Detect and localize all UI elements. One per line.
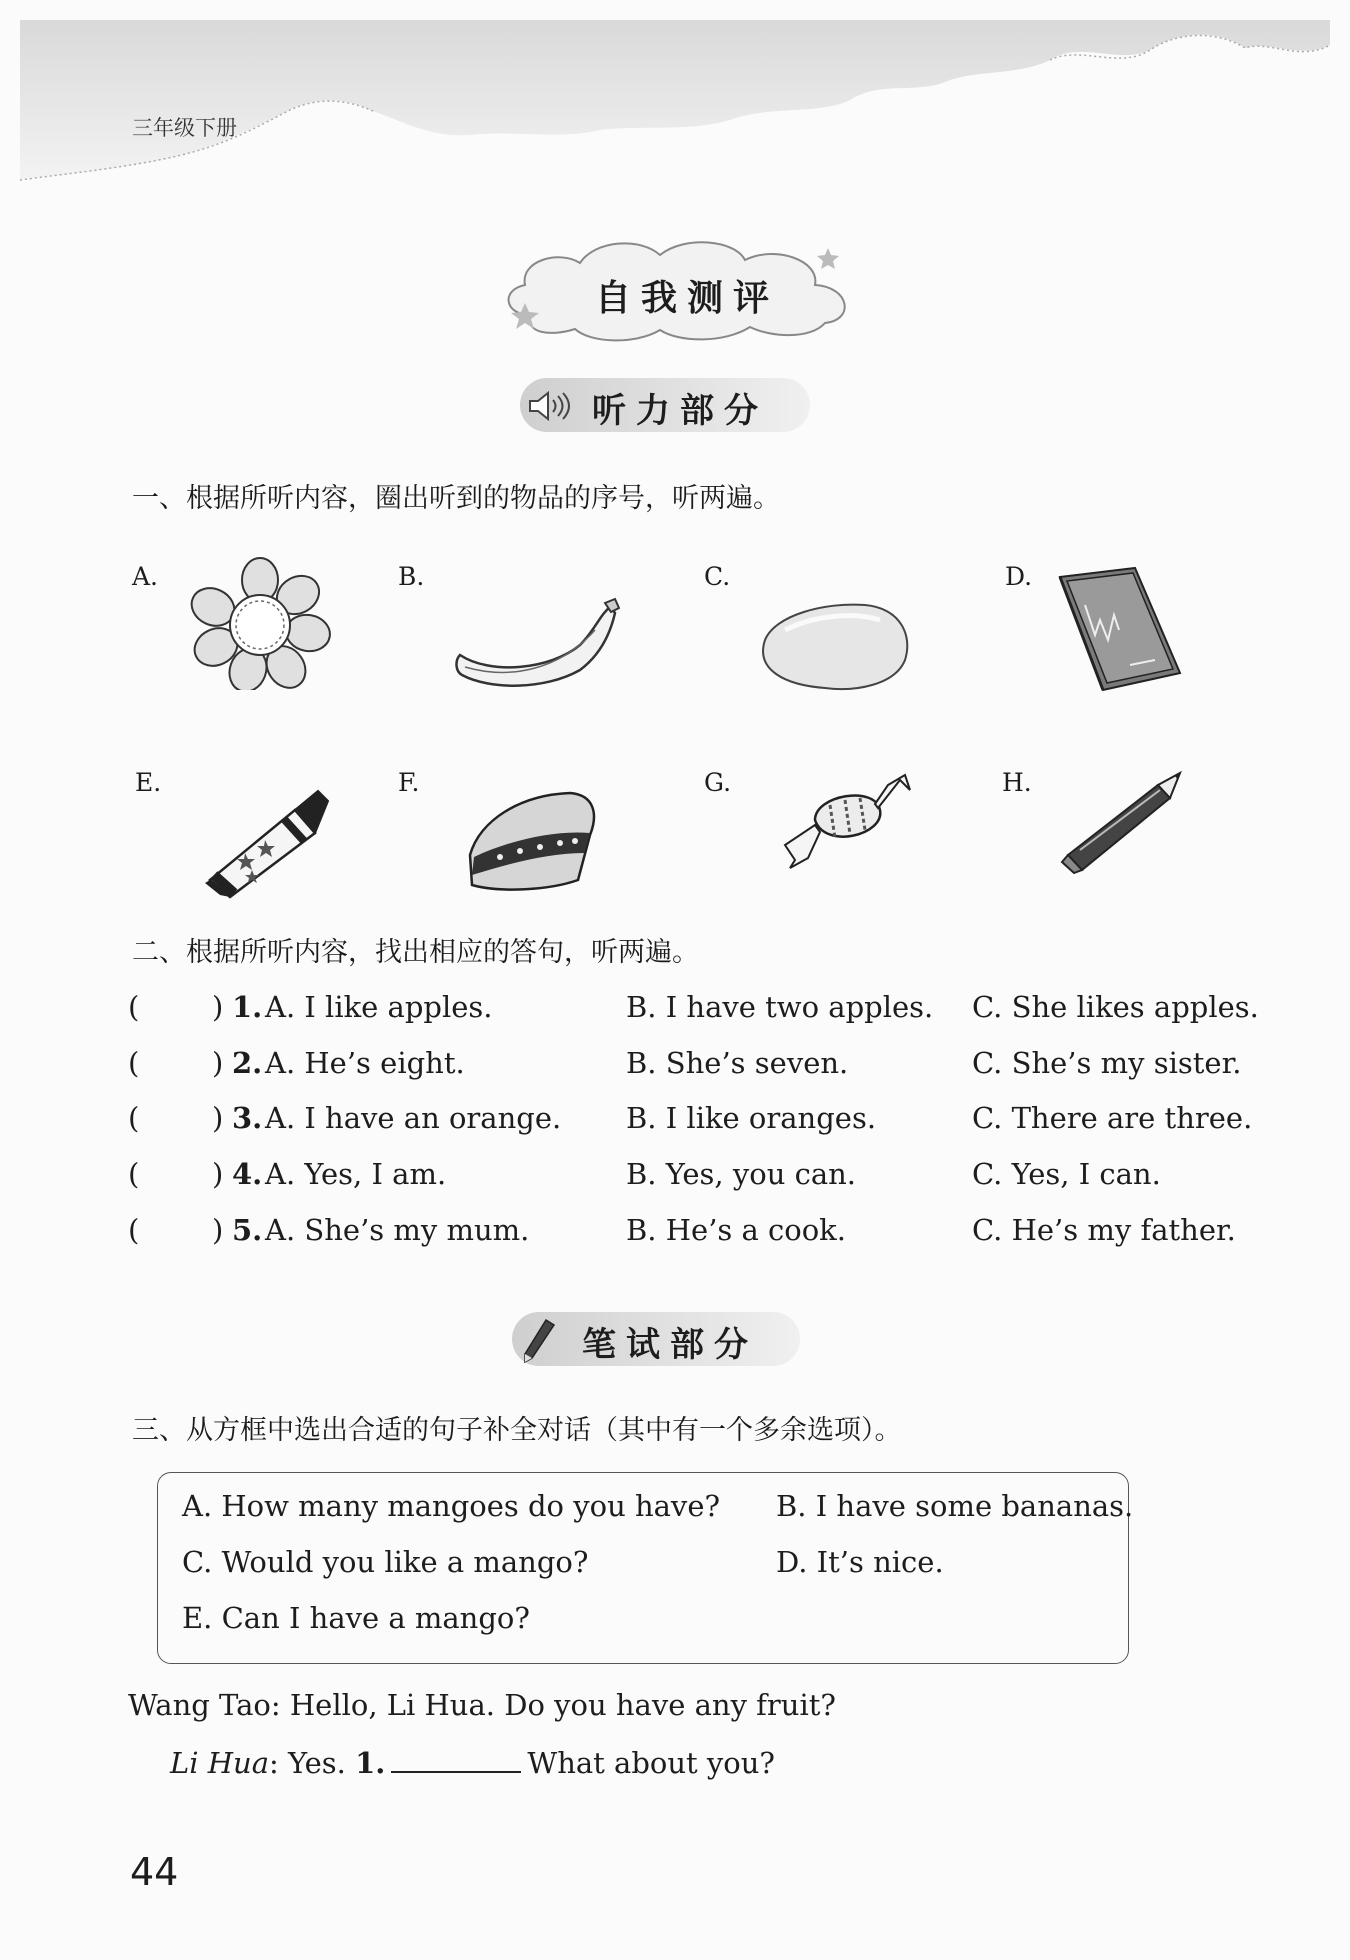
q2-row [128, 1046, 1248, 1094]
option-c: C. Would you like a mango? [182, 1545, 589, 1579]
question-number: 1. [232, 990, 263, 1024]
option-c: C. She likes apples. [972, 990, 1259, 1024]
question-number: 5. [232, 1213, 263, 1247]
q2-heading: 二、根据所听内容，找出相应的答句，听两遍。 [132, 937, 699, 968]
answer-paren-open: ( [128, 1101, 140, 1135]
grade-label: 三年级下册 [132, 116, 237, 140]
option-b: B. I have two apples. [626, 990, 934, 1024]
answer-paren-close: ) [212, 1213, 224, 1247]
flower-icon [188, 555, 333, 690]
dialog-line-1: Wang Tao: Hello, Li Hua. Do you have any fruit? [128, 1688, 836, 1722]
option-b: B. She’s seven. [626, 1046, 849, 1080]
option-b: B. He’s a cook. [626, 1213, 846, 1247]
options-box [157, 1472, 1134, 1664]
option-c: C. There are three. [972, 1101, 1253, 1135]
q2-row [128, 1101, 1253, 1149]
q1-label-c: C. [704, 562, 731, 591]
answer-paren-close: ) [212, 1046, 224, 1080]
page-title: 自我测评 [595, 278, 780, 319]
answer-paren-open: ( [128, 1157, 140, 1191]
q1-label-f: F. [398, 768, 420, 797]
question-number: 4. [232, 1157, 263, 1191]
option-b: B. I like oranges. [626, 1101, 877, 1135]
option-a: A. She’s my mum. [265, 1213, 530, 1247]
option-a: A. How many mangoes do you have? [182, 1489, 721, 1523]
answer-paren-open: ( [128, 990, 140, 1024]
q2-row [128, 1213, 1248, 1261]
option-c: C. Yes, I can. [972, 1157, 1161, 1191]
option-e: E. Can I have a mango? [182, 1601, 530, 1635]
q1-label-a: A. [132, 562, 159, 591]
q1-label-h: H. [1002, 768, 1032, 797]
speaker-icon [526, 390, 572, 422]
question-number: 3. [232, 1101, 263, 1135]
option-a: A. Yes, I am. [265, 1157, 447, 1191]
option-c: C. He’s my father. [972, 1213, 1236, 1247]
question-number: 2. [232, 1046, 263, 1080]
header-cloud-band [0, 0, 1350, 190]
answer-paren-close: ) [212, 1101, 224, 1135]
q1-heading: 一、根据所听内容，圈出听到的物品的序号，听两遍。 [132, 483, 780, 514]
speaker-reply-end: What about you? [527, 1746, 775, 1780]
crayon-icon [200, 785, 335, 900]
answer-paren-close: ) [212, 1157, 224, 1191]
speaker-reply-start: : Yes. [269, 1746, 356, 1780]
q1-label-g: G. [704, 768, 732, 797]
q1-label-b: B. [398, 562, 425, 591]
cake-icon [460, 785, 600, 895]
option-a: A. I like apples. [265, 990, 493, 1024]
banana-icon [450, 595, 620, 690]
answer-paren-open: ( [128, 1213, 140, 1247]
q2-row [128, 1157, 1248, 1205]
option-b: B. I have some bananas. [776, 1489, 1134, 1523]
q3-heading: 三、从方框中选出合适的句子补全对话（其中有一个多余选项）。 [132, 1415, 902, 1446]
answer-blank[interactable] [391, 1745, 521, 1773]
mango-icon [755, 600, 915, 695]
option-a: A. He’s eight. [265, 1046, 465, 1080]
answer-paren-close: ) [212, 990, 224, 1024]
listening-heading: 听力部分 [592, 391, 768, 431]
page-number: 44 [130, 1850, 179, 1894]
pencil-heading-icon [522, 1318, 556, 1364]
dialog-line-2 [170, 1745, 775, 1780]
option-c: C. She’s my sister. [972, 1046, 1242, 1080]
option-b: B. Yes, you can. [626, 1157, 857, 1191]
book-icon [1055, 565, 1185, 695]
pencil-icon [1060, 770, 1185, 875]
blank-number: 1. [355, 1746, 386, 1780]
q2-row [128, 990, 1259, 1038]
option-d: D. It’s nice. [776, 1545, 944, 1579]
option-a: A. I have an orange. [265, 1101, 562, 1135]
candy-icon [780, 770, 915, 870]
answer-paren-open: ( [128, 1046, 140, 1080]
q1-label-d: D. [1005, 562, 1033, 591]
written-heading: 笔试部分 [582, 1325, 758, 1365]
speaker-name: Li Hua [170, 1746, 270, 1780]
q1-label-e: E. [135, 768, 162, 797]
